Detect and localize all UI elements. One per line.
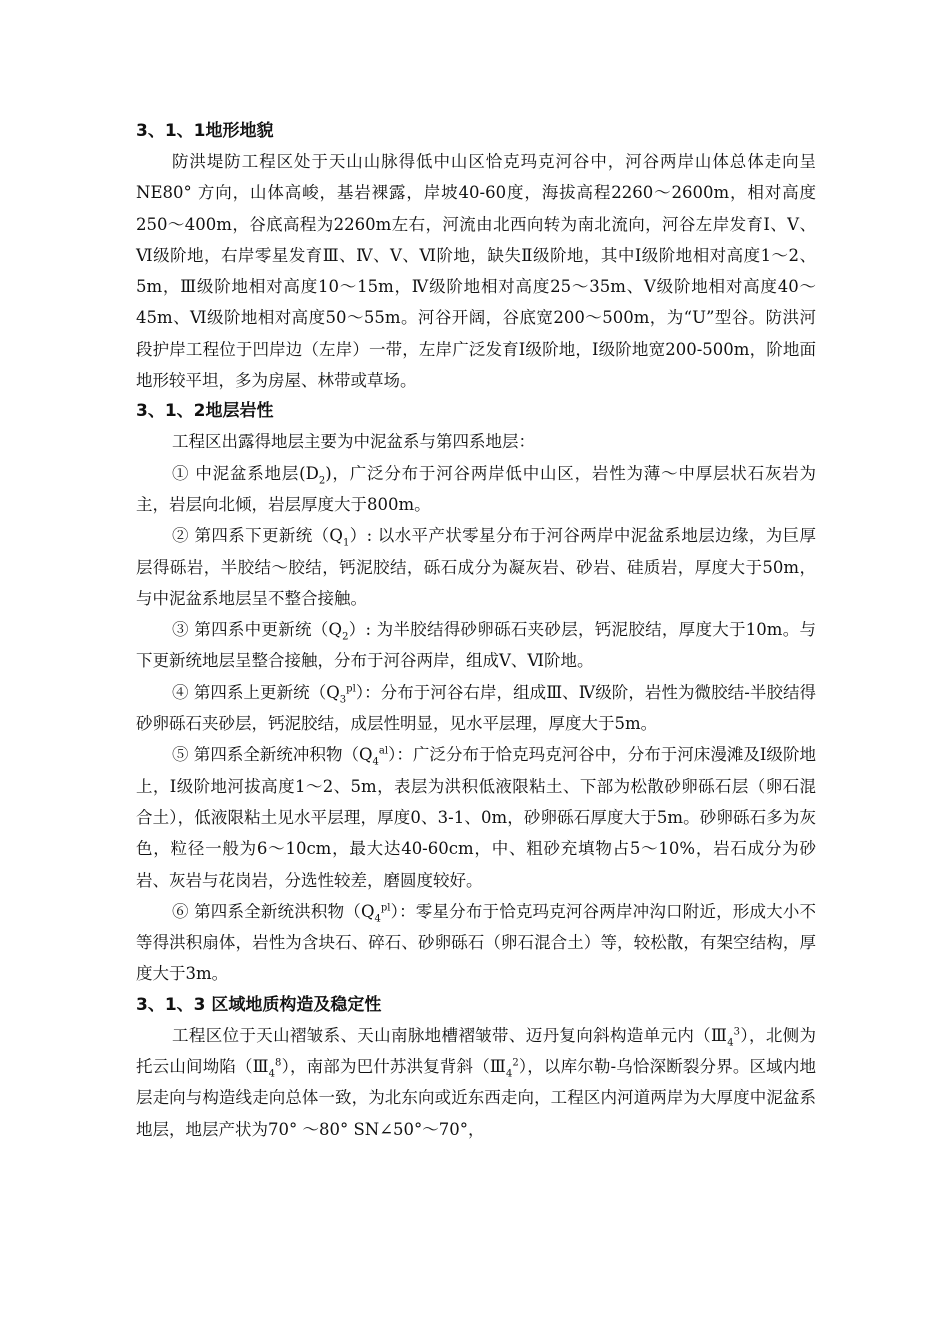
tectonics-paragraph: 工程区位于天山褶皱系、天山南脉地槽褶皱带、迈丹复向斜构造单元内$(Ⅲ_4^3)$，北侧为托云山间坳陷$(Ⅲ_4^8)$，南部为巴什苏洪复背斜$(Ⅲ_4^2)$，以库尔勒-乌恰深断裂分界。区域内地层走向与构造线走向总体一致，为北东向或近东西走向，工程区内河道两岸为大厚度中泥盆系地层，地层产状为70° ～80° SN∠50°～70°，: [136, 1025, 817, 1139]
stratigraphy-intro: 工程区出露得地层主要为中泥盆系与第四系地层：: [172, 432, 535, 452]
section-heading-terrain: 3、1、1地形地貌: [136, 121, 274, 141]
stratum-item-4: ④ 第四系上更新统$(Q_3^{pl})$：分布于河谷右岸，组成Ⅲ、Ⅳ级阶，岩性为微胶结-半胶结得砂卵砾石夹砂层，钙泥胶结，成层性明显，见水平层理，厚度大于5m。: [136, 682, 816, 734]
section-heading-stratigraphy: 3、1、2地层岩性: [136, 401, 274, 422]
stratum-item-5: ⑤ 第四系全新统冲积物$(Q_4^{al})$：广泛分布于恰克玛克河谷中，分布于河床漫滩及Ⅰ级阶地上，Ⅰ级阶地河拔高度1～2、5m，表层为洪积低液限粘土、下部为松散砂卵砾石层（卵石混合土），低液限粘土见水平层理，厚度0、3-1、0m，砂卵砾石厚度大于5m。砂卵砾石多为灰色，粒径一般为6～10cm，最大达40-60cm，中、粗砂充填物占5～10%，岩石成分为砂岩、灰岩与花岗岩，分选性较差，磨圆度较好。: [136, 745, 816, 890]
terrain-paragraph: 防洪堤防工程区处于天山山脉得低中山区恰克玛克河谷中，河谷两岸山体总体走向呈NE80° 方向，山体高峻，基岩裸露，岸坡40-60度，海拔高程2260～2600m，相对高度250～400m，谷底高程为2260m左右，河流由北西向转为南北流向，河谷左岸发育Ⅰ、Ⅴ、Ⅵ级阶地，右岸零星发育Ⅲ、Ⅳ、Ⅴ、Ⅵ阶地，缺失Ⅱ级阶地，其中Ⅰ级阶地相对高度1～2、5m，Ⅲ级阶地相对高度10～15m，Ⅳ级阶地相对高度25～35m、Ⅴ级阶地相对高度40～45m、Ⅵ级阶地相对高度50～55m。河谷开阔，谷底宽200～500m，为“U”型谷。防洪河段护岸工程位于凹岸边（左岸）一带，左岸广泛发育Ⅰ级阶地，Ⅰ级阶地宽200-500m，阶地面地形较平坦，多为房屋、林带或草场。: [136, 152, 816, 391]
document-page: [136, 116, 816, 1145]
stratum-item-6: ⑥ 第四系全新统洪积物$(Q_4^{pl})$：零星分布于恰克玛克河谷两岸冲沟口附近，形成大小不等得洪积扇体，岩性为含块石、碎石、砂卵砾石（卵石混合土）等，较松散，有架空结构，厚度大于3m。: [136, 901, 816, 984]
section-heading-tectonics: 3、1、3 区域地质构造及稳定性: [136, 994, 382, 1015]
stratum-item-1: ① 中泥盆系地层$(D_2)$，广泛分布于河谷两岸低中山区，岩性为薄～中厚层状石灰岩为主，岩层向北倾，岩层厚度大于800m。: [136, 463, 816, 514]
stratum-item-2: ② 第四系下更新统$(Q_1)$: 以水平产状零星分布于河谷两岸中泥盆系地层边缘，为巨厚层得砾岩，半胶结～胶结，钙泥胶结，砾石成分为凝灰岩、砂岩、硅质岩，厚度大于50m，与中泥盆系地层呈不整合接触。: [136, 526, 816, 608]
stratum-item-3: ③ 第四系中更新统$(Q_2)$: 为半胶结得砂卵砾石夹砂层，钙泥胶结，厚度大于10m。与下更新统地层呈整合接触，分布于河谷两岸，组成Ⅴ、Ⅵ阶地。: [136, 620, 816, 671]
